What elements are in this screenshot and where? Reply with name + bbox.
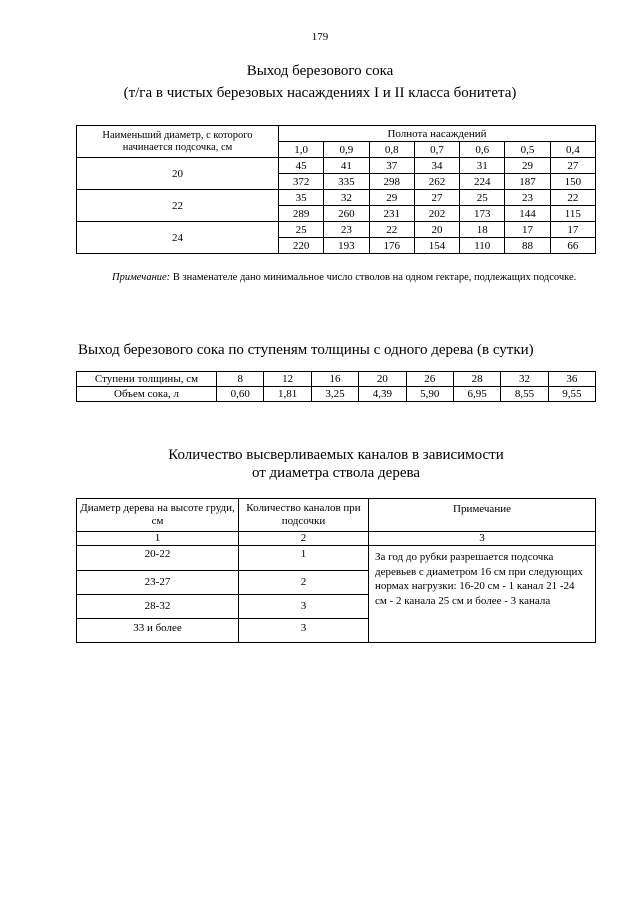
yield-cell: 25 [279, 222, 324, 238]
volume-cell: 4,39 [359, 387, 406, 402]
stems-cell: 66 [550, 238, 595, 254]
table-row [77, 158, 596, 174]
stems-cell: 187 [505, 174, 550, 190]
volume-cell: 0,60 [217, 387, 264, 402]
thickness-cell: 8 [217, 372, 264, 387]
row-label: Ступени толщины, см [77, 372, 217, 387]
thickness-cell: 28 [453, 372, 500, 387]
diameter-cell: 22 [77, 190, 279, 222]
yield-cell: 17 [505, 222, 550, 238]
yield-cell: 29 [369, 190, 414, 206]
channels-cell: 2 [239, 571, 369, 595]
stems-cell: 298 [369, 174, 414, 190]
table-row [77, 190, 596, 206]
sap-yield-table [76, 125, 596, 254]
table-row [77, 372, 596, 387]
header-channel-count: Количество каналов при подсочки [239, 499, 369, 532]
diameter-cell: 33 и более [77, 619, 239, 643]
stems-cell: 154 [414, 238, 459, 254]
thickness-cell: 36 [548, 372, 595, 387]
row-label: Объем сока, л [77, 387, 217, 402]
density-value: 0,7 [414, 142, 459, 158]
table3-subtitle: от диаметра ствола дерева [251, 465, 421, 481]
diameter-cell: 28-32 [77, 595, 239, 619]
table-header-row [77, 126, 596, 142]
yield-cell: 22 [550, 190, 595, 206]
volume-cell: 3,25 [311, 387, 358, 402]
column-number: 1 [77, 532, 239, 546]
yield-cell: 22 [369, 222, 414, 238]
diameter-cell: 23-27 [77, 571, 239, 595]
stems-cell: 224 [460, 174, 505, 190]
yield-cell: 27 [414, 190, 459, 206]
density-value: 0,5 [505, 142, 550, 158]
channels-cell: 1 [239, 546, 369, 571]
stems-cell: 372 [279, 174, 324, 190]
column-number-row [77, 532, 596, 546]
table-row [77, 222, 596, 238]
yield-cell: 23 [505, 190, 550, 206]
note-label: Примечание: [112, 272, 171, 283]
table-row [77, 546, 596, 571]
stems-cell: 289 [279, 206, 324, 222]
density-value: 0,6 [460, 142, 505, 158]
channels-table [76, 498, 596, 643]
stems-cell: 88 [505, 238, 550, 254]
stems-cell: 193 [324, 238, 369, 254]
diameter-cell: 20 [77, 158, 279, 190]
density-value: 0,8 [369, 142, 414, 158]
stems-cell: 202 [414, 206, 459, 222]
yield-cell: 37 [369, 158, 414, 174]
thickness-cell: 32 [501, 372, 548, 387]
thickness-cell: 12 [264, 372, 311, 387]
table-row [77, 387, 596, 402]
stems-cell: 262 [414, 174, 459, 190]
yield-cell: 17 [550, 222, 595, 238]
page-number: 179 [311, 31, 329, 43]
diameter-cell: 20-22 [77, 546, 239, 571]
table-header-row [77, 499, 596, 532]
thickness-cell: 16 [311, 372, 358, 387]
header-diameter: Наименьший диаметр, с которого начинается подсочка, см [77, 126, 279, 158]
column-number: 2 [239, 532, 369, 546]
table2-title: Выход березового сока по ступеням толщины с одного дерева (в сутки) [78, 342, 534, 358]
density-value: 0,4 [550, 142, 595, 158]
stems-cell: 150 [550, 174, 595, 190]
stems-cell: 173 [460, 206, 505, 222]
yield-cell: 29 [505, 158, 550, 174]
yield-cell: 18 [460, 222, 505, 238]
yield-cell: 35 [279, 190, 324, 206]
sap-volume-table [76, 371, 596, 402]
yield-cell: 45 [279, 158, 324, 174]
yield-cell: 27 [550, 158, 595, 174]
remark-cell: За год до рубки разрешается подсочка деревьев с диаметром 16 см при следующих нормах нагрузки: 16-20 см - 1 канал 21 -24 см - 2 канала 25 см и более - 3 канала [369, 546, 596, 643]
stems-cell: 220 [279, 238, 324, 254]
volume-cell: 6,95 [453, 387, 500, 402]
stems-cell: 260 [324, 206, 369, 222]
yield-cell: 31 [460, 158, 505, 174]
thickness-cell: 26 [406, 372, 453, 387]
table1-title: Выход березового сока [246, 63, 394, 79]
density-value: 0,9 [324, 142, 369, 158]
column-number: 3 [369, 532, 596, 546]
volume-cell: 5,90 [406, 387, 453, 402]
stems-cell: 144 [505, 206, 550, 222]
yield-cell: 20 [414, 222, 459, 238]
note-text: В знаменателе дано минимальное число стволов на одном гектаре, подлежащих подсочке. [170, 272, 577, 283]
table3-title: Количество высверливаемых каналов в зависимости [168, 447, 504, 463]
header-tree-diameter: Диаметр дерева на высоте груди, см [77, 499, 239, 532]
volume-cell: 9,55 [548, 387, 595, 402]
stems-cell: 231 [369, 206, 414, 222]
yield-cell: 25 [460, 190, 505, 206]
volume-cell: 8,55 [501, 387, 548, 402]
table1-note [76, 270, 596, 286]
yield-cell: 41 [324, 158, 369, 174]
header-remark: Примечание [369, 499, 596, 532]
stems-cell: 176 [369, 238, 414, 254]
density-value: 1,0 [279, 142, 324, 158]
yield-cell: 23 [324, 222, 369, 238]
header-density: Полнота насаждений [279, 126, 596, 142]
volume-cell: 1,81 [264, 387, 311, 402]
stems-cell: 115 [550, 206, 595, 222]
stems-cell: 110 [460, 238, 505, 254]
table1-subtitle: (т/га в чистых березовых насаждениях I и II класса бонитета) [123, 85, 517, 101]
yield-cell: 34 [414, 158, 459, 174]
channels-cell: 3 [239, 595, 369, 619]
diameter-cell: 24 [77, 222, 279, 254]
thickness-cell: 20 [359, 372, 406, 387]
stems-cell: 335 [324, 174, 369, 190]
yield-cell: 32 [324, 190, 369, 206]
channels-cell: 3 [239, 619, 369, 643]
